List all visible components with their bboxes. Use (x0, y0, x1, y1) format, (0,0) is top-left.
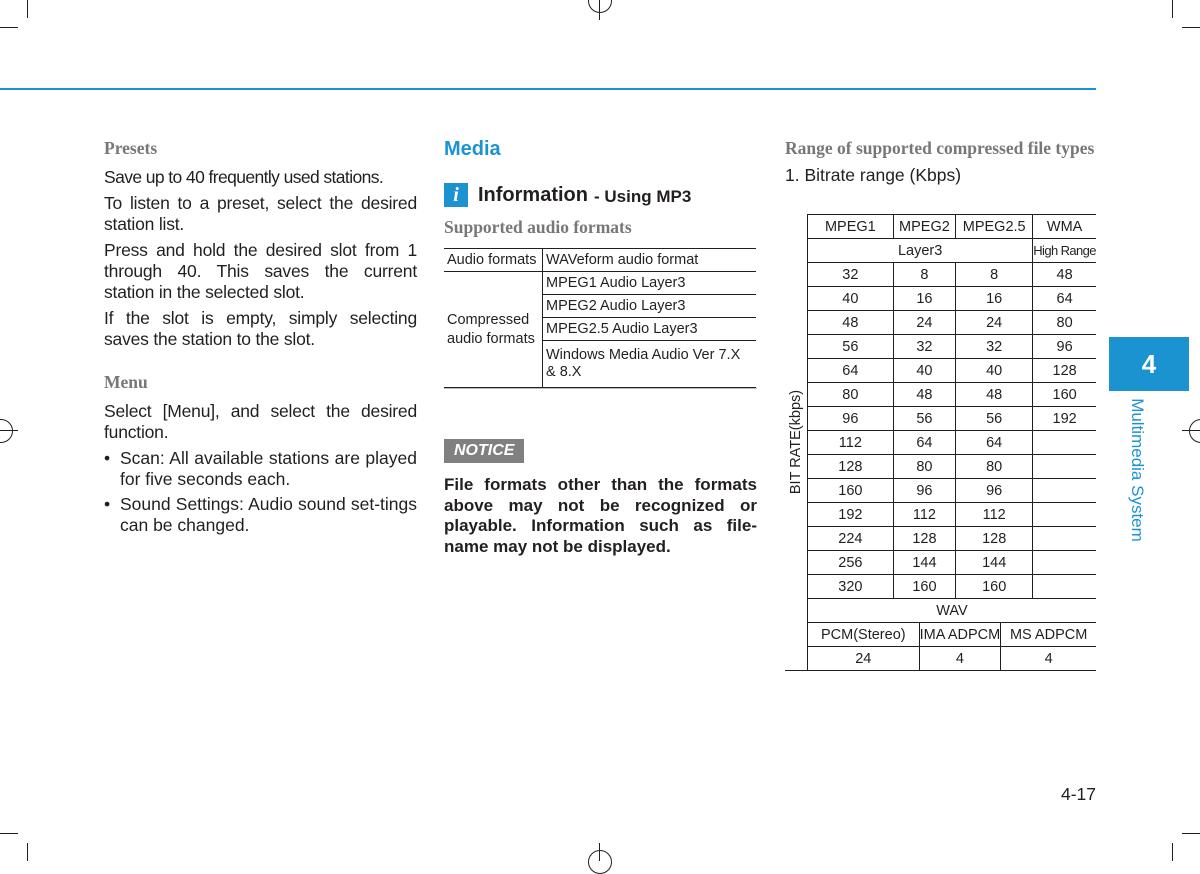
table-cell (1033, 455, 1096, 479)
table-cell (1033, 479, 1096, 503)
table-row (785, 431, 1096, 455)
column-bitrate (785, 138, 1097, 186)
table-cell (1033, 575, 1096, 599)
table-cell: 32 (808, 263, 894, 287)
bitrate-table (785, 214, 1096, 671)
registration-line (599, 843, 600, 861)
table-cell: 24 (893, 311, 955, 335)
table-cell: Compressed audio formats (444, 272, 543, 388)
registration-mark (1189, 419, 1200, 443)
range-heading: Range of supported compressed file types (785, 138, 1095, 158)
table-cell: PCM(Stereo) (808, 623, 920, 647)
table-cell: 320 (808, 575, 894, 599)
table-cell: 80 (808, 383, 894, 407)
list-item: • Sound Settings: Audio sound set-tings can be changed. (104, 494, 417, 536)
crop-mark (1182, 833, 1200, 834)
presets-paragraph: Save up to 40 frequently used stations. (104, 167, 384, 187)
presets-paragraph: If the slot is empty, simply selecting saves the station to the slot. (104, 308, 417, 349)
table-cell: 4 (919, 647, 1001, 671)
crop-mark (0, 27, 18, 28)
registration-line (0, 430, 18, 431)
table-cell (1033, 527, 1096, 551)
presets-paragraph: Press and hold the desired slot from 1 through 40. This saves the current station in the selected slot. (104, 240, 417, 302)
table-cell: 80 (893, 455, 955, 479)
table-cell: 128 (1033, 359, 1096, 383)
table-row (785, 503, 1096, 527)
table-cell: 32 (956, 335, 1033, 359)
information-heading (444, 183, 757, 207)
table-row (785, 551, 1096, 575)
table-cell: 96 (1033, 335, 1096, 359)
table-row (785, 311, 1096, 335)
table-cell: 128 (808, 455, 894, 479)
information-title: Information (478, 184, 588, 206)
table-cell: 144 (893, 551, 955, 575)
table-row (785, 647, 1096, 671)
supported-formats-heading: Supported audio formats (444, 217, 632, 237)
crop-mark (0, 833, 18, 834)
table-row (785, 335, 1096, 359)
table-cell: 128 (893, 527, 955, 551)
table-cell: High Range (1033, 239, 1096, 263)
table-cell: 40 (893, 359, 955, 383)
table-row (785, 359, 1096, 383)
table-cell: MPEG2 Audio Layer3 (543, 295, 757, 318)
crop-mark (1182, 27, 1200, 28)
table-cell: WMA (1033, 215, 1096, 239)
table-row (785, 599, 1096, 623)
table-cell: 48 (893, 383, 955, 407)
registration-line (599, 0, 600, 20)
column-presets-menu (104, 138, 417, 540)
crop-mark (1172, 843, 1173, 861)
table-row (785, 407, 1096, 431)
media-title: Media (444, 138, 501, 160)
table-cell: 112 (808, 431, 894, 455)
table-cell: 64 (1033, 287, 1096, 311)
table-row (785, 215, 1096, 239)
menu-paragraph: Select [Menu], and select the desired function. (104, 401, 417, 442)
table-cell: 160 (893, 575, 955, 599)
table-cell: WAV (808, 599, 1097, 623)
chapter-side-label: Multimedia System (1128, 398, 1147, 542)
table-cell: 128 (956, 527, 1033, 551)
table-cell: 256 (808, 551, 894, 575)
table-cell: Windows Media Audio Ver 7.X & 8.X (543, 341, 757, 388)
chapter-tab: 4 (1109, 337, 1189, 391)
table-cell: 16 (893, 287, 955, 311)
table-cell: 112 (956, 503, 1033, 527)
table-cell: 4 (1001, 647, 1096, 671)
table-cell: 48 (956, 383, 1033, 407)
page-number: 4-17 (1060, 784, 1096, 804)
audio-formats-table (444, 248, 756, 388)
table-cell: 80 (956, 455, 1033, 479)
bitrate-subheading: 1. Bitrate range (Kbps) (785, 165, 962, 185)
table-cell: 40 (956, 359, 1033, 383)
table-cell: 56 (893, 407, 955, 431)
table-cell: 32 (893, 335, 955, 359)
table-cell: 64 (956, 431, 1033, 455)
table-cell: Layer3 (808, 239, 1033, 263)
crop-mark (27, 0, 28, 18)
table-cell: 24 (808, 647, 920, 671)
crop-mark (27, 843, 28, 861)
table-cell: MPEG1 (808, 215, 894, 239)
table-row (785, 263, 1096, 287)
table-cell: 64 (893, 431, 955, 455)
table-cell: 24 (956, 311, 1033, 335)
registration-mark (588, 850, 612, 874)
table-cell: 56 (808, 335, 894, 359)
table-cell: 96 (893, 479, 955, 503)
table-cell: 8 (956, 263, 1033, 287)
table-cell (1033, 431, 1096, 455)
header-rule (0, 88, 1096, 90)
list-item: • Scan: All available stations are played for five seconds each. (104, 448, 417, 490)
table-row (785, 455, 1096, 479)
table-cell: 192 (808, 503, 894, 527)
table-cell (1033, 503, 1096, 527)
table-row (785, 383, 1096, 407)
table-row (785, 287, 1096, 311)
notice-text: File formats other than the formats above may not be recognized or playable. Information such as file-name may not be displayed. (444, 475, 757, 556)
information-subtitle: - Using MP3 (594, 187, 692, 206)
table-cell: 96 (956, 479, 1033, 503)
table-cell: 192 (1033, 407, 1096, 431)
table-cell: 112 (893, 503, 955, 527)
table-cell: 80 (1033, 311, 1096, 335)
table-row (444, 272, 756, 295)
table-cell: 56 (956, 407, 1033, 431)
crop-mark (1172, 0, 1173, 18)
table-cell: 160 (956, 575, 1033, 599)
table-cell: 8 (893, 263, 955, 287)
registration-line (1182, 430, 1200, 431)
table-cell: 40 (808, 287, 894, 311)
presets-paragraph: To listen to a preset, select the desired station list. (104, 193, 417, 234)
table-row (785, 527, 1096, 551)
table-cell: MPEG1 Audio Layer3 (543, 272, 757, 295)
table-row (785, 623, 1096, 647)
table-row (785, 575, 1096, 599)
table-cell: MS ADPCM (1001, 623, 1096, 647)
table-cell: 144 (956, 551, 1033, 575)
notice-badge: NOTICE (444, 439, 524, 463)
table-cell: MPEG2 (893, 215, 955, 239)
table-cell: 64 (808, 359, 894, 383)
table-cell: IMA ADPCM (919, 623, 1001, 647)
registration-mark (0, 419, 13, 443)
table-cell (1033, 551, 1096, 575)
vertical-label-text: BIT RATE(kbps) (788, 390, 804, 495)
table-cell: WAVeform audio format (543, 249, 757, 272)
presets-heading: Presets (104, 138, 158, 158)
table-cell: 48 (1033, 263, 1096, 287)
table-cell: 48 (808, 311, 894, 335)
info-icon: i (444, 183, 468, 207)
table-row (444, 249, 756, 272)
table-cell: 16 (956, 287, 1033, 311)
table-cell: 160 (1033, 383, 1096, 407)
column-media (444, 138, 757, 557)
registration-mark (588, 0, 612, 13)
table-row (785, 479, 1096, 503)
table-cell: 160 (808, 479, 894, 503)
table-cell: 96 (808, 407, 894, 431)
table-cell: Audio formats (444, 249, 543, 272)
bitrate-vertical-label (785, 215, 808, 671)
table-cell: MPEG2.5 (956, 215, 1033, 239)
menu-heading: Menu (104, 372, 148, 392)
table-row (785, 239, 1096, 263)
table-cell: MPEG2.5 Audio Layer3 (543, 318, 757, 341)
table-cell: 224 (808, 527, 894, 551)
